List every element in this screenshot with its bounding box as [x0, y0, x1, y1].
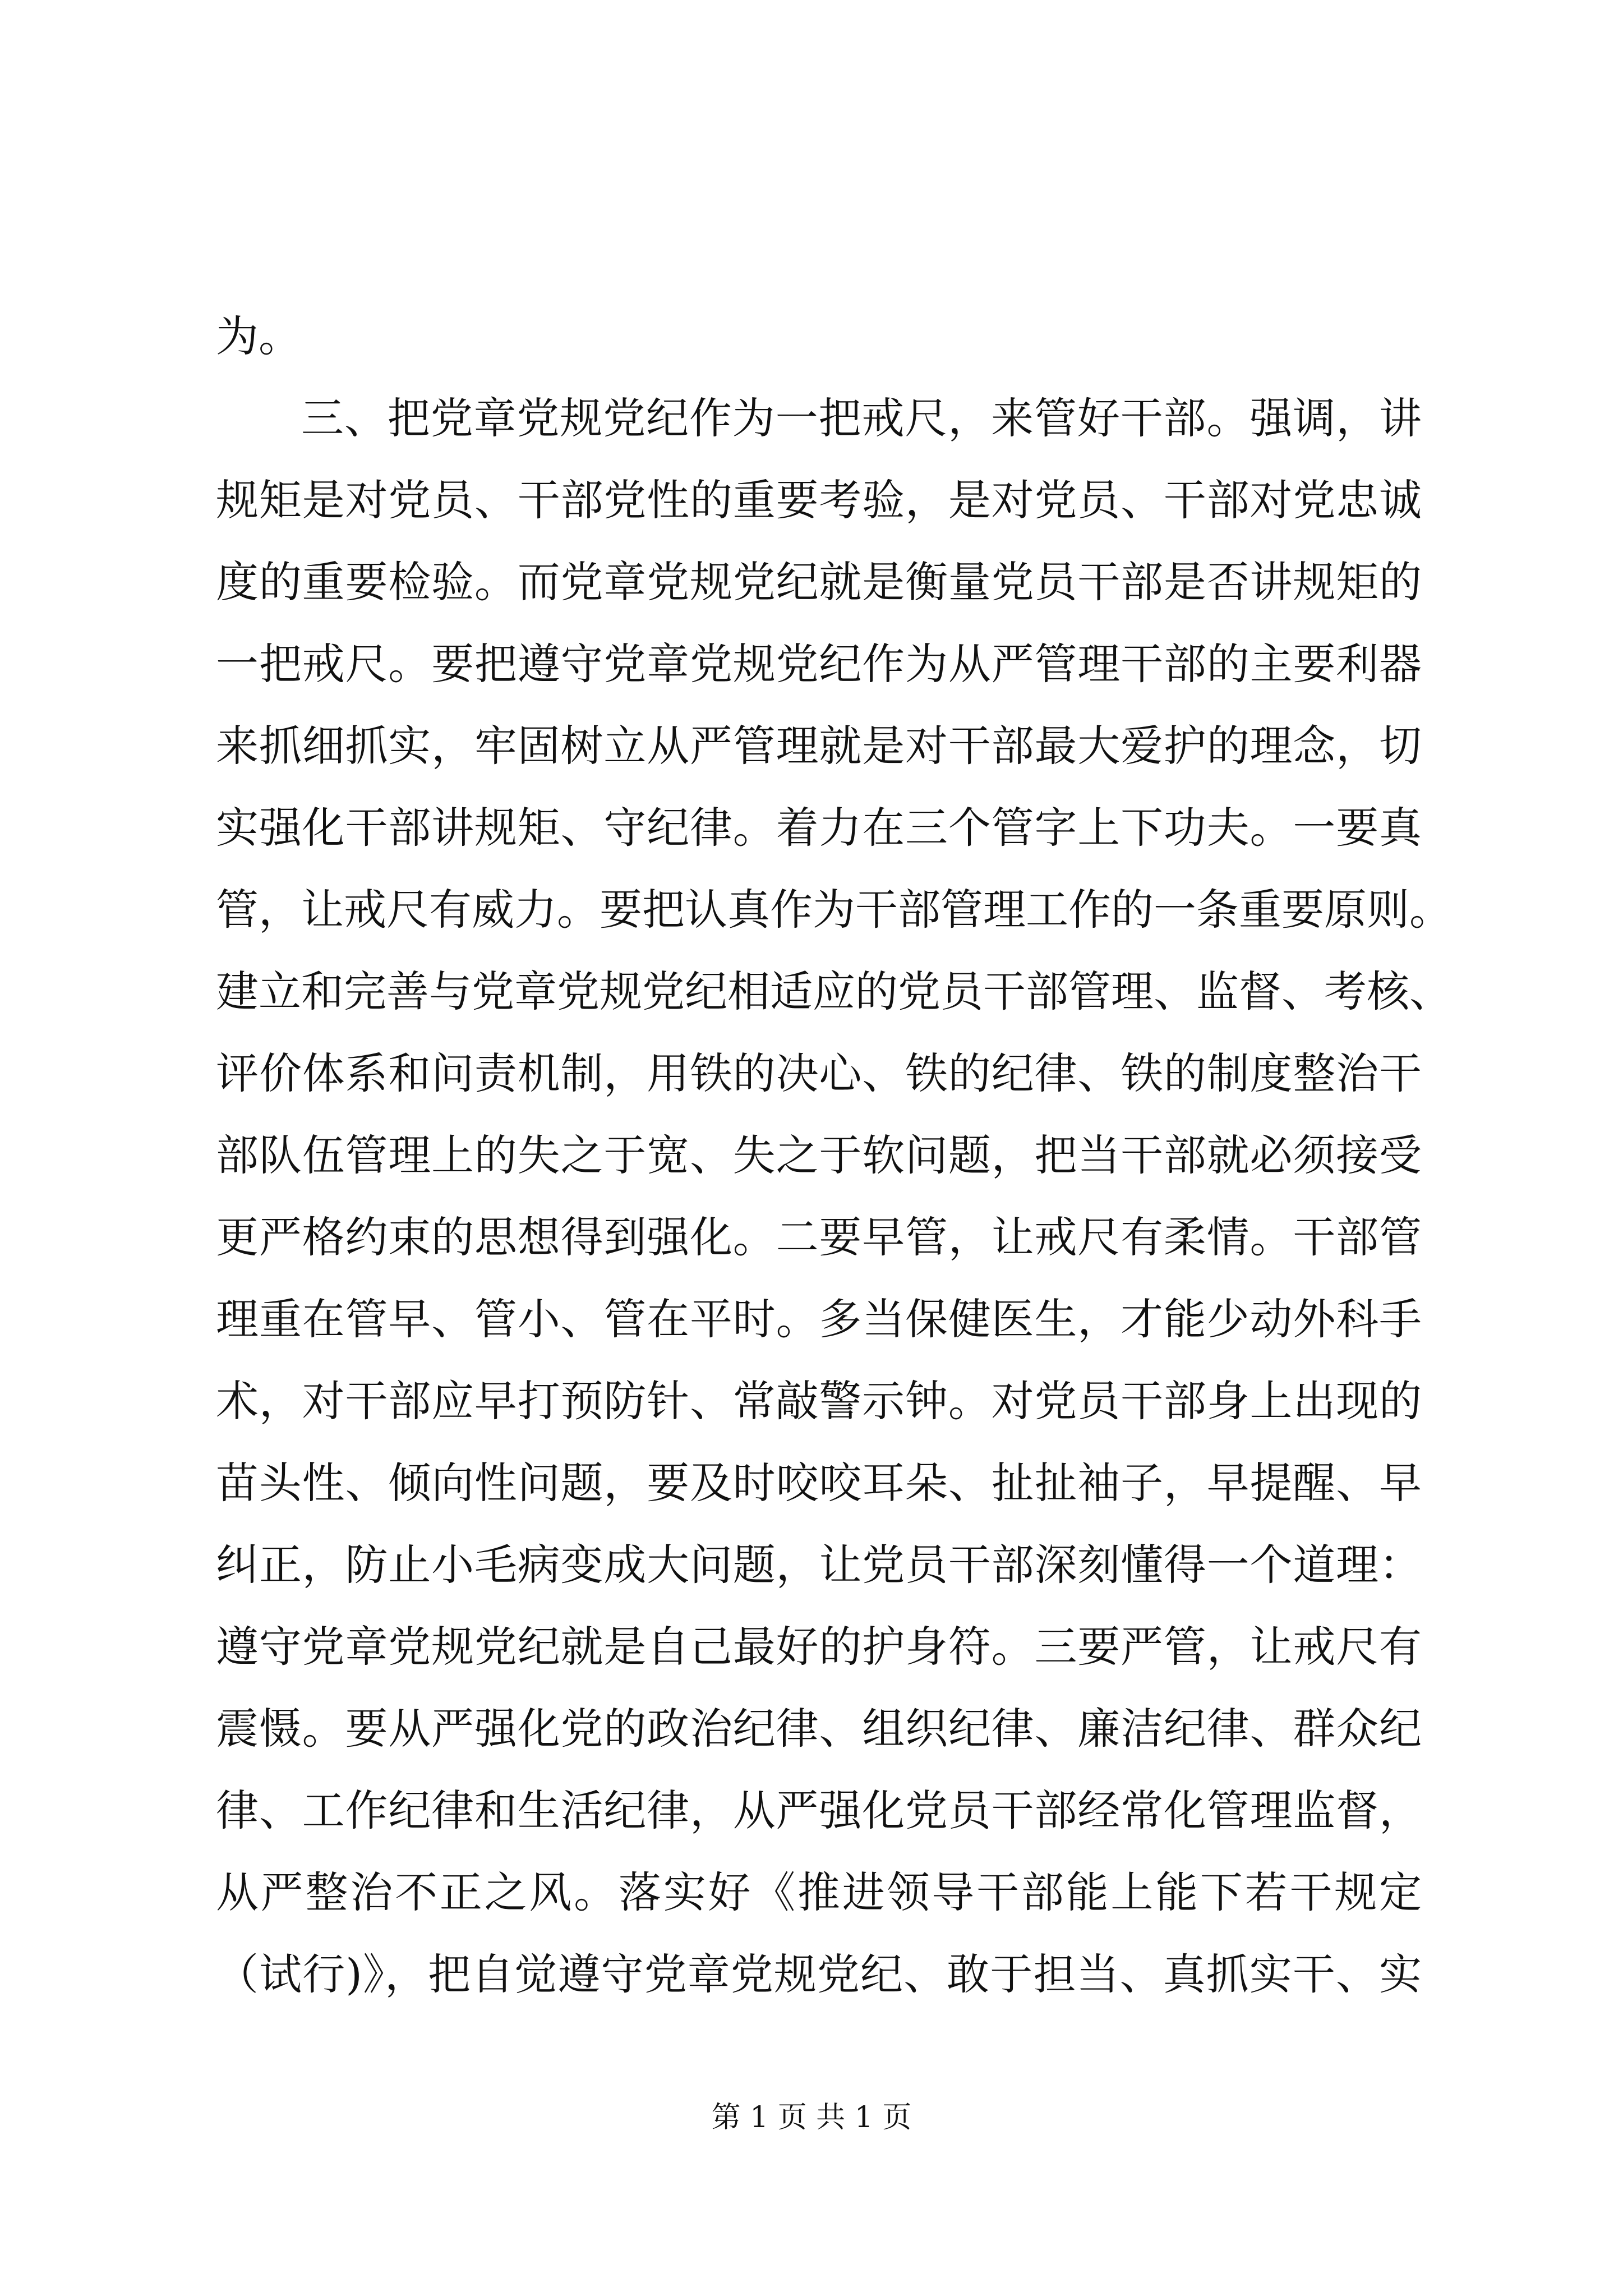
page-number-footer: 第 1 页 共 1 页 [711, 2101, 912, 2134]
text-line-3: 规矩是对党员、干部党性的重要考验，是对党员、干部对党忠诚 [216, 475, 1422, 525]
text-line-21: （试行)》，把自觉遵守党章党规党纪、敢于担当、真抓实干、实 [216, 1949, 1422, 1999]
text-line-1: 为。 [216, 311, 301, 361]
text-line-6: 来抓细抓实，牢固树立从严管理就是对干部最大爱护的理念，切 [216, 721, 1422, 771]
text-line-18: 震慑。要从严强化党的政治纪律、组织纪律、廉洁纪律、群众纪 [216, 1704, 1422, 1754]
text-line-13: 理重在管早、管小、管在平时。多当保健医生，才能少动外科手 [216, 1294, 1422, 1344]
text-line-17: 遵守党章党规党纪就是自己最好的护身符。三要严管，让戒尺有 [216, 1622, 1422, 1672]
text-line-20: 从严整治不正之风。落实好《推进领导干部能上能下若干规定 [216, 1867, 1422, 1917]
text-line-8: 管，让戒尺有威力。要把认真作为干部管理工作的一条重要原则。 [216, 885, 1452, 935]
text-line-11: 部队伍管理上的失之于宽、失之于软问题，把当干部就必须接受 [216, 1130, 1422, 1180]
text-line-2: 三、把党章党规党纪作为一把戒尺，来管好干部。强调，讲 [301, 393, 1422, 443]
text-line-7: 实强化干部讲规矩、守纪律。着力在三个管字上下功夫。一要真 [216, 803, 1422, 853]
text-line-9: 建立和完善与党章党规党纪相适应的党员干部管理、监督、考核、 [216, 967, 1452, 1016]
text-line-14: 术，对干部应早打预防针、常敲警示钟。对党员干部身上出现的 [216, 1376, 1422, 1426]
text-line-5: 一把戒尺。要把遵守党章党规党纪作为从严管理干部的主要利器 [216, 639, 1422, 689]
text-line-15: 苗头性、倾向性问题，要及时咬咬耳朵、扯扯袖子，早提醒、早 [216, 1458, 1422, 1508]
text-line-16: 纠正，防止小毛病变成大问题，让党员干部深刻懂得一个道理： [216, 1540, 1422, 1590]
text-line-4: 度的重要检验。而党章党规党纪就是衡量党员干部是否讲规矩的 [216, 557, 1422, 607]
text-line-12: 更严格约束的思想得到强化。二要早管，让戒尺有柔情。干部管 [216, 1212, 1422, 1262]
text-line-19: 律、工作纪律和生活纪律，从严强化党员干部经常化管理监督， [216, 1786, 1422, 1835]
text-line-10: 评价体系和问责机制，用铁的决心、铁的纪律、铁的制度整治干 [216, 1048, 1422, 1098]
